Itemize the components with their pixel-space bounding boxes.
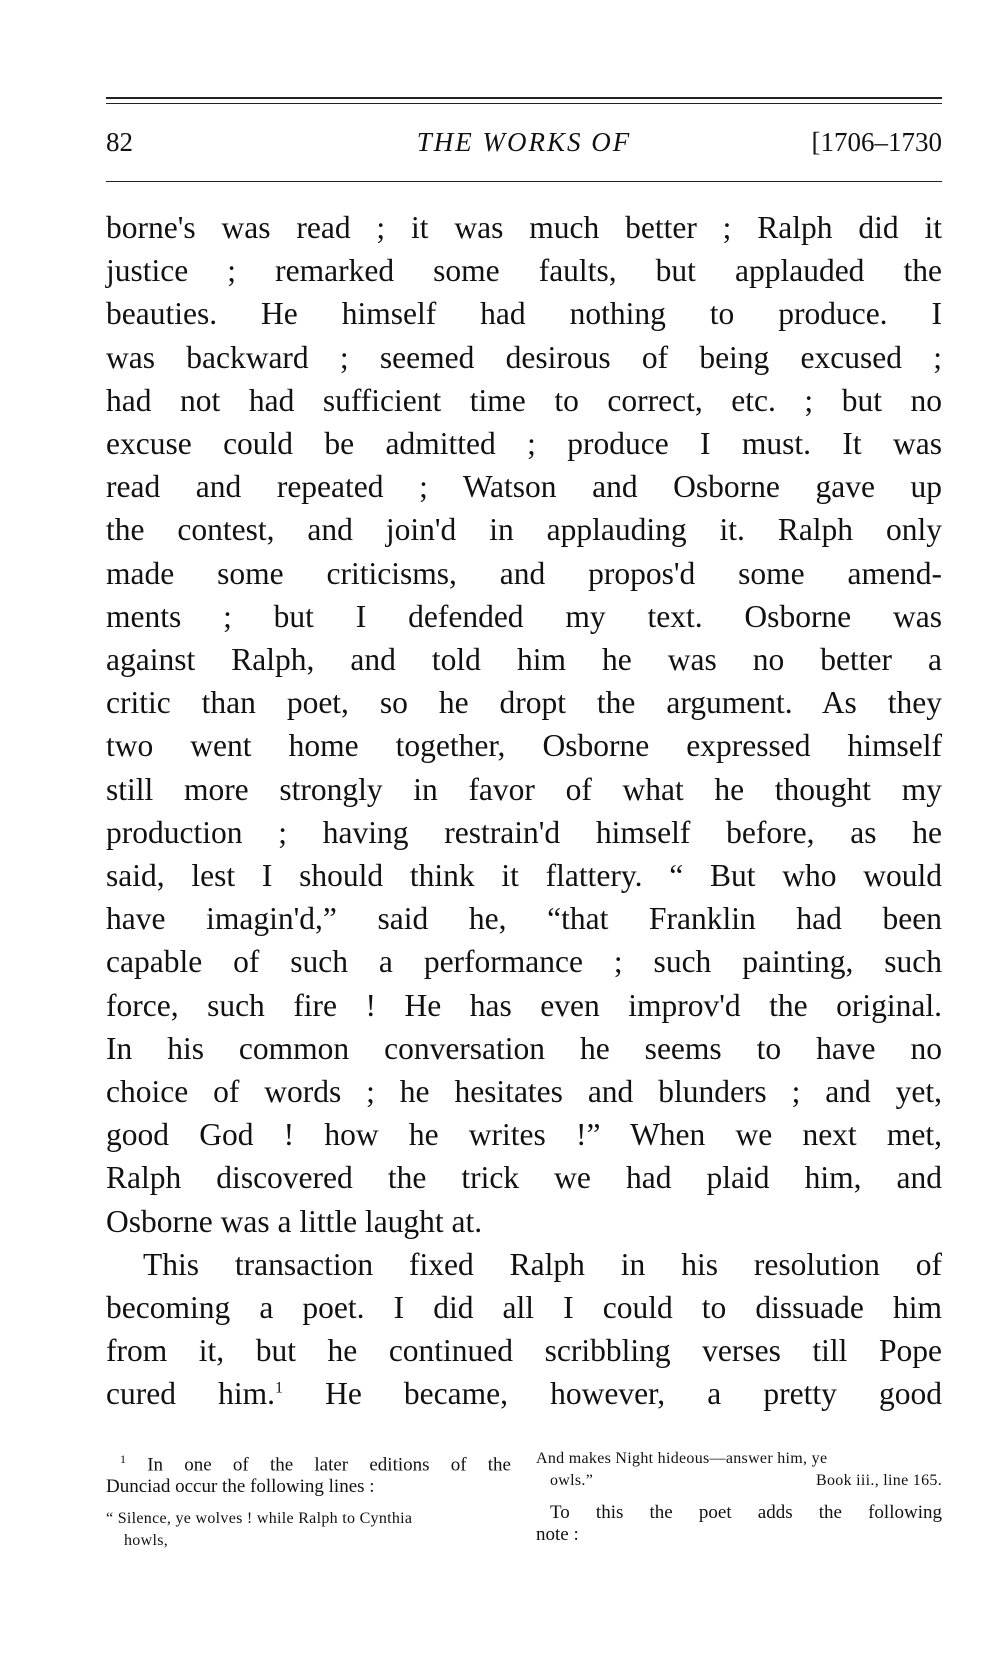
footnote-quote-line: howls,	[124, 1532, 169, 1550]
footnote-citation: Book iii., line 165.	[816, 1472, 942, 1489]
spacer	[106, 1498, 511, 1508]
text-line: had not had sufficient time to correct, etc. ; but no	[106, 382, 942, 418]
text-line: production ; having restrain'd himself before, as he	[106, 814, 942, 850]
text-fragment: cured him.	[106, 1376, 275, 1412]
text-line	[106, 1372, 942, 1415]
running-head	[106, 127, 942, 167]
text-line: choice of words ; he hesitates and blunders ; and yet,	[106, 1074, 942, 1110]
spacer	[536, 1492, 942, 1502]
text-fragment: He became, however, a pretty good	[282, 1376, 942, 1412]
footnote-quote-line: And makes Night hideous—answer him, ye	[536, 1450, 828, 1467]
text-line: two went home together, Osborne expressed himself	[106, 728, 942, 764]
text-line: In his common conversation he seems to have no	[106, 1030, 942, 1066]
footnote-marker: 1	[120, 1452, 126, 1466]
running-title: THE WORKS OF	[416, 127, 632, 157]
text-line: beauties. He himself had nothing to produce. I	[106, 296, 942, 332]
text-line: critic than poet, so he dropt the argument. As they	[106, 685, 942, 721]
body-text	[106, 206, 942, 1416]
page-number: 82	[106, 127, 133, 157]
text-line: from it, but he continued scribbling verses till Pope	[106, 1333, 942, 1369]
text-line: ments ; but I defended my text. Osborne was	[106, 598, 942, 634]
date-range: [1706–1730	[811, 127, 942, 157]
text-line: the contest, and join'd in applauding it. Ralph only	[106, 512, 942, 548]
text-line: force, such fire ! He has even improv'd the original.	[106, 987, 942, 1023]
footnote-line: note :	[536, 1524, 579, 1545]
footnote-right-column	[536, 1448, 942, 1546]
footnote-line: Dunciad occur the following lines :	[106, 1476, 375, 1498]
text-line: still more strongly in favor of what he thought my	[106, 771, 942, 807]
text-line: good God ! how he writes !” When we next met,	[106, 1117, 942, 1153]
text-line: This transaction fixed Ralph in his resolution of	[143, 1246, 942, 1282]
footnote-reference: 1	[274, 1379, 283, 1397]
text-line: justice ; remarked some faults, but applauded the	[106, 253, 942, 289]
footnote-line: To this the poet adds the following	[550, 1502, 942, 1523]
footnote-quote-end: owls.”	[550, 1472, 594, 1489]
text-line: becoming a poet. I did all I could to dissuade him	[106, 1290, 942, 1326]
text-line: Ralph discovered the trick we had plaid him, and	[106, 1160, 942, 1196]
text-line: excuse could be admitted ; produce I must. It was	[106, 426, 942, 462]
text-line: against Ralph, and told him he was no better a	[106, 642, 942, 678]
footnote-text: In one of the later editions of the	[126, 1454, 511, 1476]
header-rule	[106, 181, 942, 182]
top-rule	[106, 97, 942, 99]
text-line: capable of such a performance ; such painting, such	[106, 944, 942, 980]
footnote-left-column	[106, 1448, 511, 1552]
footnote-line	[106, 1448, 511, 1476]
text-line: Osborne was a little laught at.	[106, 1203, 483, 1239]
footnote-quote-line	[536, 1470, 942, 1492]
text-line: borne's was read ; it was much better ; Ralph did it	[106, 210, 942, 245]
text-line: have imagin'd,” said he, “that Franklin had been	[106, 901, 942, 937]
top-rule-thin	[106, 103, 942, 104]
text-line: read and repeated ; Watson and Osborne gave up	[106, 469, 942, 505]
text-line: was backward ; seemed desirous of being excused ;	[106, 339, 942, 375]
text-line: said, lest I should think it flattery. “ But who would	[106, 858, 942, 894]
text-line: made some criticisms, and propos'd some amend-	[106, 555, 942, 591]
footnote-quote-line: “ Silence, ye wolves ! while Ralph to Cynthia	[106, 1510, 413, 1528]
